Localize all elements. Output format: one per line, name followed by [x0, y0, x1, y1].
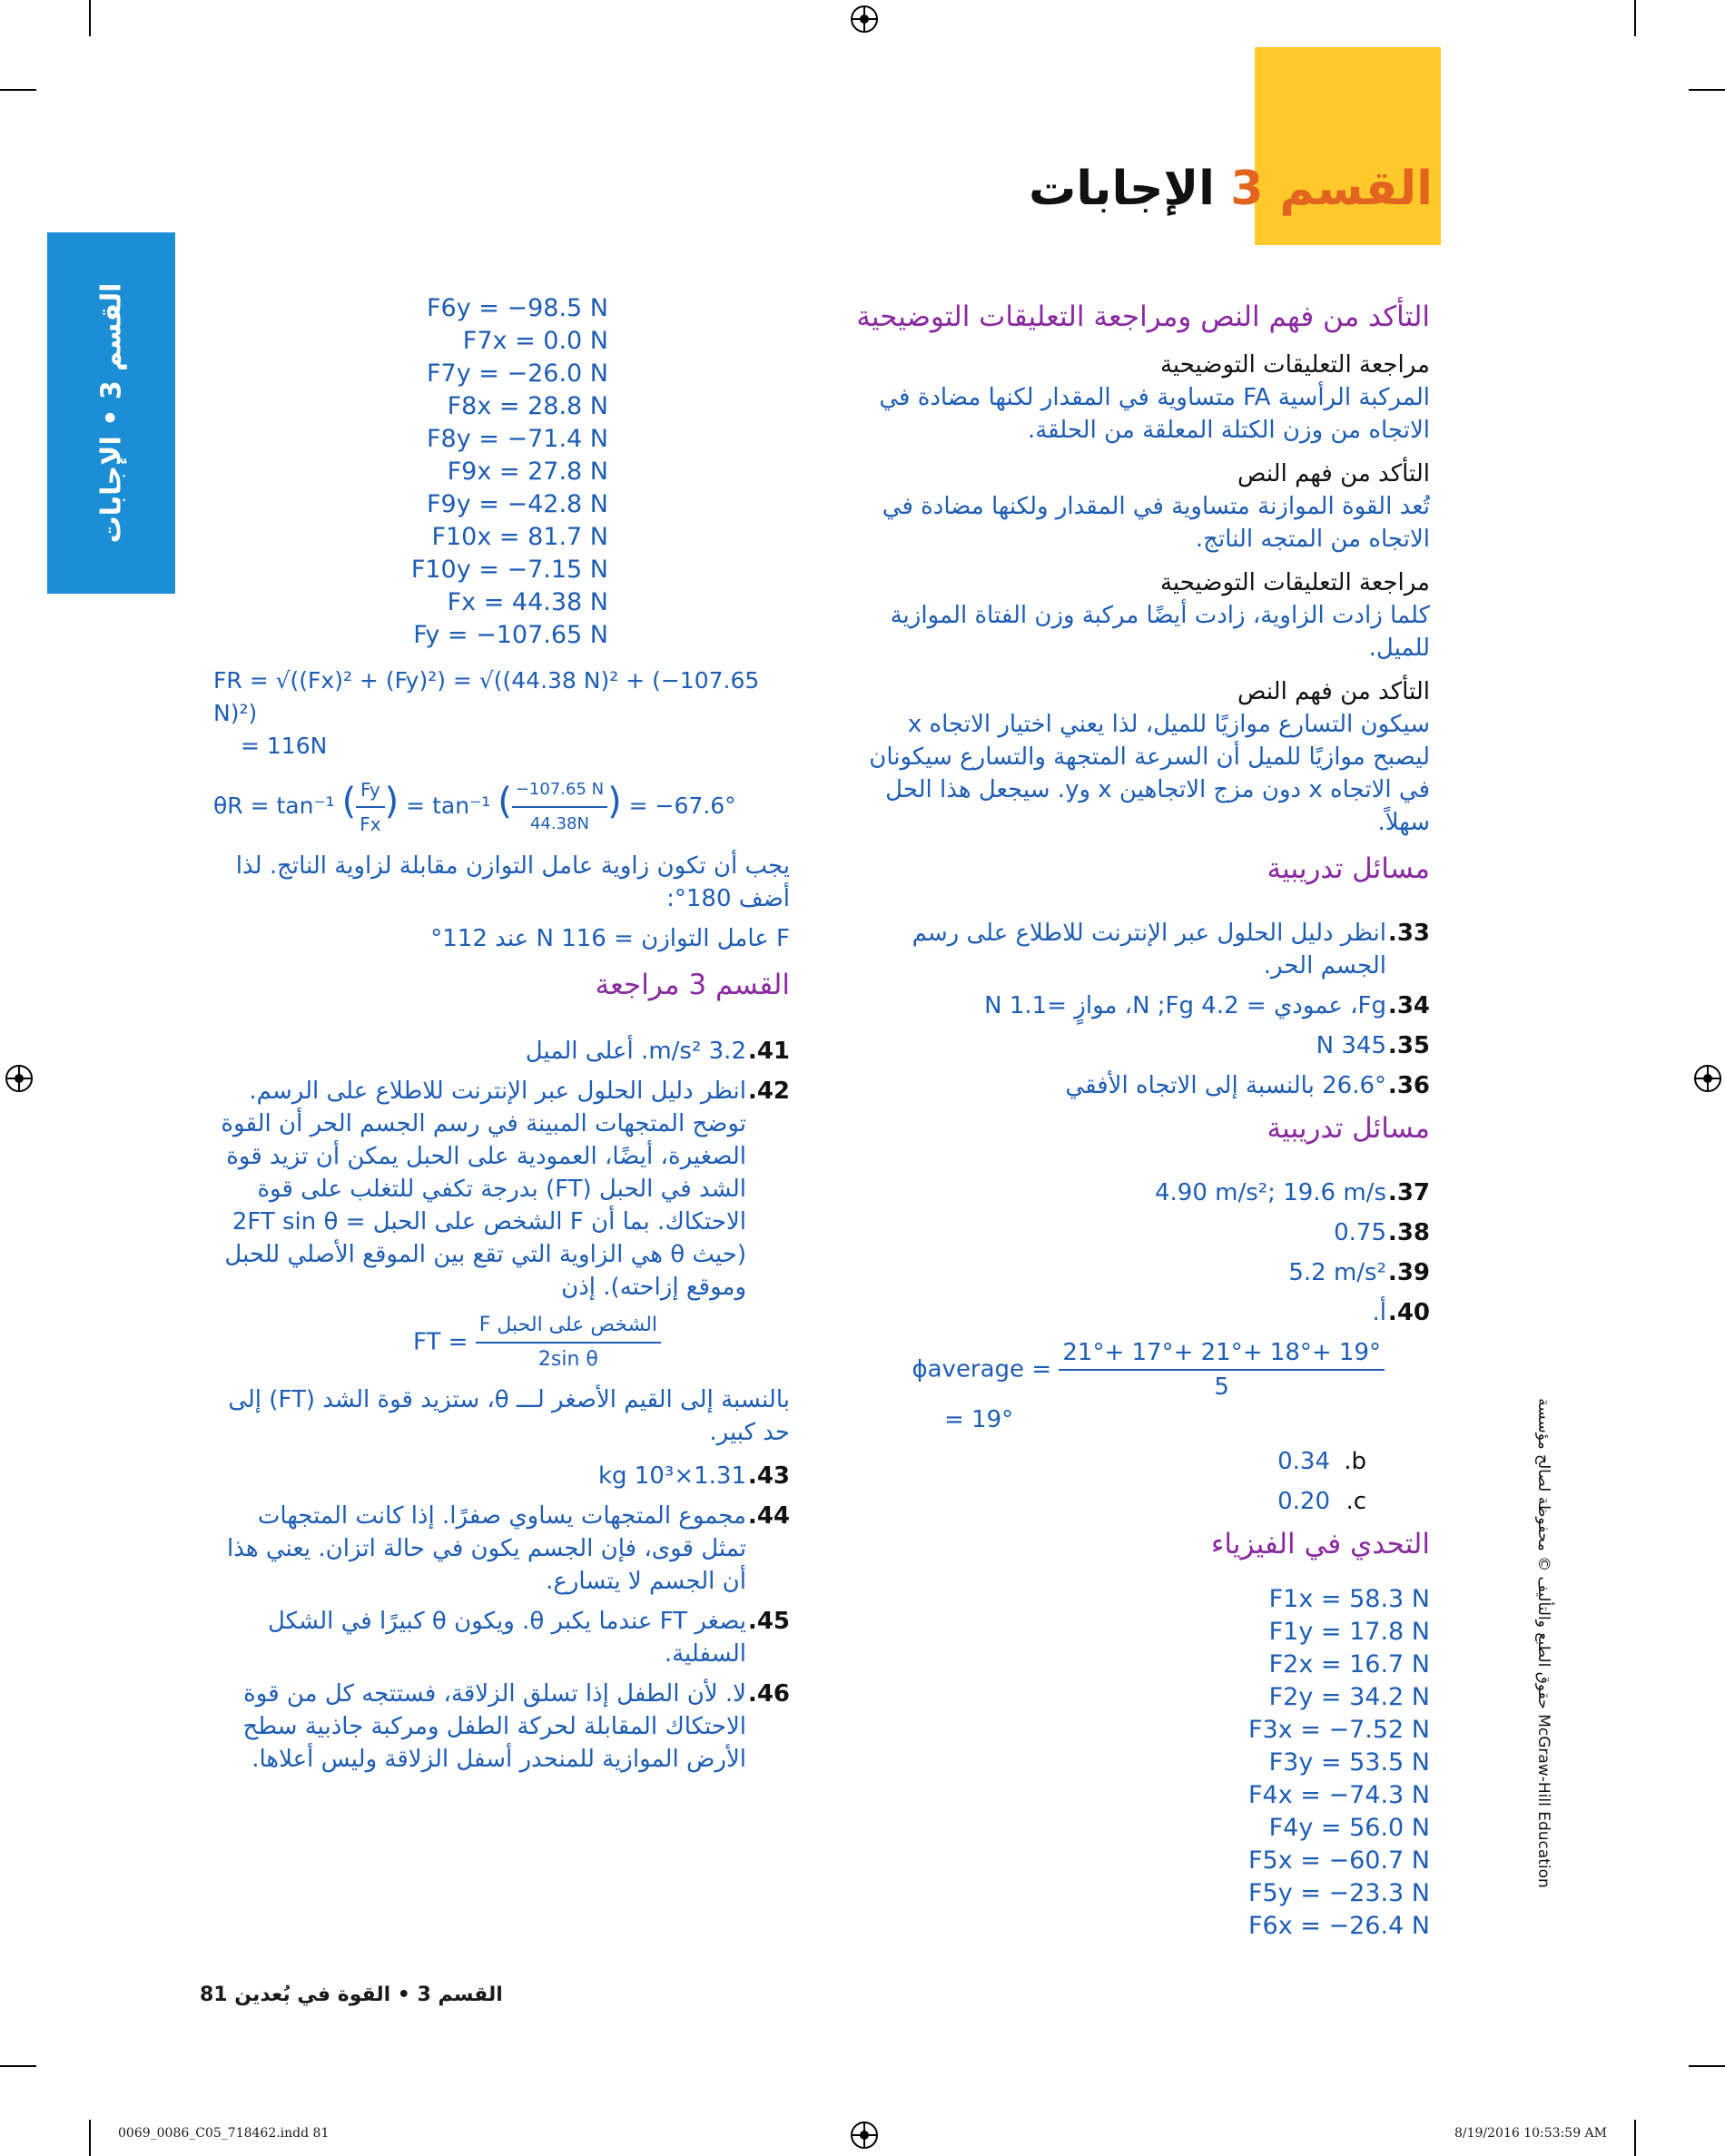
theta-result: = −67.6°: [628, 793, 736, 819]
ft-after-text: بالنسبة إلى القيم الأصغر لـــ θ، ستزيد قوة الشد (FT) إلى حد كبير.: [228, 1386, 790, 1446]
list-item: [853, 1176, 1430, 1209]
theta-lhs: θR = tan⁻¹: [213, 793, 335, 819]
crop-mark: [1689, 89, 1725, 91]
item-number: 33.: [1387, 920, 1430, 947]
qa-answer: كلما زادت الزاوية، زادت أيضًا مركبة وزن الفتاة الموازية للميل.: [890, 602, 1430, 662]
qa-label: مراجعة التعليقات التوضيحية: [1159, 569, 1430, 596]
item-number: 46.: [747, 1680, 790, 1708]
theta-inner-fraction: [356, 773, 384, 841]
crop-mark: [1689, 2065, 1725, 2067]
list-item: [213, 1075, 790, 1304]
theta-inner-den: Fx: [360, 813, 381, 835]
qa-label: التأكد من فهم النص: [1237, 460, 1430, 487]
practice-heading: مسائل تدريبية: [1267, 852, 1430, 885]
force-value: F9x = 27.8 N: [447, 458, 608, 486]
force-value: F10y = −7.15 N: [410, 556, 608, 584]
list-item: [853, 1069, 1430, 1102]
phi-denominator: 5: [1214, 1373, 1229, 1401]
force-value: F4y = 56.0 N: [1268, 1814, 1430, 1842]
force-value: F10x = 81.7 N: [431, 523, 608, 551]
item-number: 39.: [1387, 1259, 1430, 1286]
left-column: [213, 292, 790, 1783]
item-text: 1.31×10³ kg: [597, 1462, 746, 1490]
force-value: F1x = 58.3 N: [1268, 1585, 1430, 1613]
list-item: [213, 1605, 790, 1670]
resultant-equation: [213, 665, 790, 763]
crop-mark: [89, 0, 91, 36]
theta-inner-num: Fy: [356, 773, 384, 808]
item-text: انظر دليل الحلول عبر الإنترنت للاطلاع على الرسم. توضح المتجهات المبينة في رسم الجسم الحر أن القوة الصغيرة، أيضًا، العمودية على الحبل يمكن أن تزيد قوة الشد في الحبل (FT) بدرجة تكفي للتغلب على قوة الاحتكاك. بما أن F الشخص على الحبل = 2FT sin θ (حيث θ هي الزاوية التي تقع بين الموقع الأصلي للحبل وموقع إزاحته). إذن: [221, 1078, 746, 1301]
item-text: 26.6° بالنسبة إلى الاتجاه الأفقي: [1065, 1072, 1386, 1099]
item-text: 345 N: [1316, 1032, 1386, 1059]
list-item: [213, 1460, 790, 1492]
registration-mark-icon: [1694, 1065, 1721, 1092]
crop-mark: [1634, 0, 1636, 36]
list-item: [213, 1678, 790, 1776]
list-item: [853, 1216, 1430, 1249]
item-text: Fg، عمودي = 4.2 N ;Fg، موازٍ =1.1 N: [984, 992, 1386, 1019]
review-heading: القسم 3 مراجعة: [595, 969, 790, 1001]
ft-lhs: FT =: [413, 1328, 468, 1356]
registration-mark-icon: [851, 5, 878, 33]
qa-label: التأكد من فهم النص: [1237, 678, 1430, 705]
theta-value-den: 44.38N: [529, 814, 589, 833]
theta-mid: = tan⁻¹: [406, 793, 491, 819]
qa-answer: سيكون التسارع موازيًا للميل، لذا يعني اختيار الاتجاه x ليصبح موازيًا للميل أن السرعة المتجهة والتسارع سيكونان في الاتجاه x دون مزج الاتجاهين x وy. سيجعل هذا الحل سهلاً.: [869, 711, 1430, 836]
challenge-heading: التحدي في الفيزياء: [1210, 1528, 1430, 1560]
phi-lhs: ϕaverage =: [912, 1355, 1052, 1383]
side-tab-label: القسم 3 • الإجابات: [95, 282, 127, 544]
theta-value-num: −107.65 N: [512, 773, 607, 808]
crop-mark: [89, 2120, 91, 2156]
list-item: [853, 1256, 1430, 1289]
list-item: [853, 1029, 1430, 1062]
item-number: 35.: [1387, 1032, 1430, 1059]
balance-text: يجب أن تكون زاوية عامل التوازن مقابلة لزاوية الناتج. لذا أضف 180°:: [235, 852, 790, 912]
qa-answer: تُعد القوة الموازنة متساوية في المقدار ولكنها مضادة في الاتجاه من المتجه الناتج.: [882, 493, 1430, 553]
force-value: F4x = −74.3 N: [1248, 1781, 1430, 1809]
section-label: القسم 3: [1230, 162, 1433, 216]
theta-equation: θR = tan⁻¹ ( $\frac{Fy}{Fx}$ ) = tan⁻¹ ( $\frac{-107.65 N}{44.38N}$ ) = −67.6°: [213, 773, 790, 841]
ft-numerator: F الشخص على الحبل: [476, 1309, 661, 1344]
theta-value-fraction: [512, 773, 607, 841]
list-item: [213, 1500, 790, 1598]
item-number: 44.: [747, 1502, 790, 1530]
list-item: [213, 1035, 790, 1068]
phi-result: = 19°: [944, 1406, 1014, 1433]
sub-item-value: 0.20: [1277, 1488, 1330, 1515]
force-value: F2y = 34.2 N: [1268, 1683, 1430, 1711]
copyright-text: حقوق الطبع والتأليف © محفوظة لصالح مؤسسة McGraw-Hill Education: [1534, 1398, 1552, 1888]
fr-equation: FR = √((Fx)² + (Fy)²) = √((44.38 N)² + (−107.65 N)²): [213, 667, 760, 726]
phi-equation: [853, 1336, 1430, 1436]
registration-mark-icon: [851, 2122, 878, 2149]
ft-denominator: 2sin θ: [537, 1348, 598, 1371]
force-value: F9y = −42.8 N: [427, 490, 608, 518]
page-title: الإجابات: [1029, 162, 1215, 216]
qa-block: [853, 349, 1430, 839]
item-number: 40.: [1387, 1299, 1430, 1326]
qa-answer: المركبة الرأسية FA متساوية في المقدار لكنها مضادة في الاتجاه من وزن الكتلة المعلقة من الحلقة.: [879, 384, 1430, 444]
item-number: 34.: [1387, 992, 1430, 1019]
page-footer: القسم 3 • القوة في بُعدين 81: [200, 1984, 503, 2006]
balance-result: F عامل التوازن = 116 N عند 112°: [430, 925, 790, 952]
item-number: 43.: [747, 1462, 790, 1490]
force-value: F8y = −71.4 N: [427, 425, 608, 453]
list-item: [853, 1296, 1430, 1329]
item-text: 4.90 m/s²; 19.6 m/s: [1154, 1179, 1386, 1206]
force-value: F7y = −26.0 N: [427, 359, 608, 388]
right-column: [853, 298, 1430, 1943]
item-text: يصغر FT عندما يكبر θ. ويكون θ كبيرًا في الشكل السفلية.: [267, 1608, 746, 1668]
list-item: [853, 917, 1430, 982]
force-value: F2x = 16.7 N: [1268, 1650, 1430, 1679]
ft-fraction: [476, 1309, 661, 1376]
force-list: [213, 292, 790, 652]
force-value: F3y = 53.5 N: [1268, 1748, 1430, 1777]
force-value: F7x = 0.0 N: [462, 327, 608, 355]
tension-equation: [213, 1309, 790, 1376]
sub-item-label: c.: [1346, 1488, 1366, 1515]
force-value: F5y = −23.3 N: [1248, 1879, 1430, 1907]
slug-filename: 0069_0086_C05_718462.indd 81: [118, 2126, 330, 2141]
force-value: F3x = −7.52 N: [1248, 1716, 1430, 1744]
item-number: 37.: [1387, 1179, 1430, 1206]
fr-result: = 116N: [241, 733, 328, 759]
section-heading: التأكد من فهم النص ومراجعة التعليقات التوضيحية: [856, 300, 1430, 333]
qa-label: مراجعة التعليقات التوضيحية: [1159, 351, 1430, 379]
force-value: F6x = −26.4 N: [1248, 1912, 1430, 1940]
crop-mark: [0, 2065, 36, 2067]
slug-timestamp: 8/19/2016 10:53:59 AM: [1454, 2126, 1607, 2141]
item-text: انظر دليل الحلول عبر الإنترنت للاطلاع على رسم الجسم الحر.: [912, 920, 1386, 980]
sub-item: [853, 1485, 1430, 1518]
force-value: Fx = 44.38 N: [447, 588, 608, 616]
item-number: 45.: [747, 1608, 790, 1635]
challenge-force-list: [853, 1583, 1430, 1943]
item-text: 0.75: [1334, 1219, 1386, 1246]
item-text: مجموع المتجهات يساوي صفرًا. إذا كانت المتجهات تمثل قوى، فإن الجسم يكون في حالة اتزان. يعني هذا أن الجسم لا يتسارع.: [227, 1502, 746, 1595]
crop-mark: [0, 89, 36, 91]
item-number: 38.: [1387, 1219, 1430, 1246]
copyright-strip: [1525, 1380, 1562, 1906]
registration-mark-icon: [5, 1065, 33, 1092]
item-number: 42.: [747, 1078, 790, 1105]
phi-fraction: [1059, 1336, 1385, 1403]
force-value: F8x = 28.8 N: [447, 392, 608, 420]
item-number: 36.: [1387, 1072, 1430, 1099]
crop-mark: [1634, 2120, 1636, 2156]
force-value: Fy = −107.65 N: [413, 621, 608, 649]
force-value: F1y = 17.8 N: [1268, 1618, 1430, 1646]
practice-heading: مسائل تدريبية: [1267, 1112, 1430, 1145]
sub-item: [853, 1445, 1430, 1478]
sub-item-label: b.: [1344, 1448, 1366, 1475]
item-text: 5.2 m/s²: [1288, 1259, 1386, 1286]
item-text: لا. لأن الطفل إذا تسلق الزلاقة، فستتجه كل من قوة الاحتكاك المقابلة لحركة الطفل ومركبة جاذبية سطح الأرض الموازية للمنحدر أسفل الزلاقة وليس أعلاها.: [242, 1680, 746, 1773]
force-value: F5x = −60.7 N: [1248, 1846, 1430, 1875]
item-text: أ.: [1372, 1299, 1386, 1326]
side-tab: [47, 232, 175, 594]
force-value: F6y = −98.5 N: [427, 294, 608, 322]
item-text: 3.2 m/s². أعلى الميل: [525, 1038, 746, 1065]
sub-item-value: 0.34: [1277, 1448, 1330, 1475]
item-number: 41.: [747, 1038, 790, 1065]
list-item: [853, 989, 1430, 1022]
phi-numerator: 21°+ 17°+ 21°+ 18°+ 19°: [1059, 1336, 1385, 1371]
